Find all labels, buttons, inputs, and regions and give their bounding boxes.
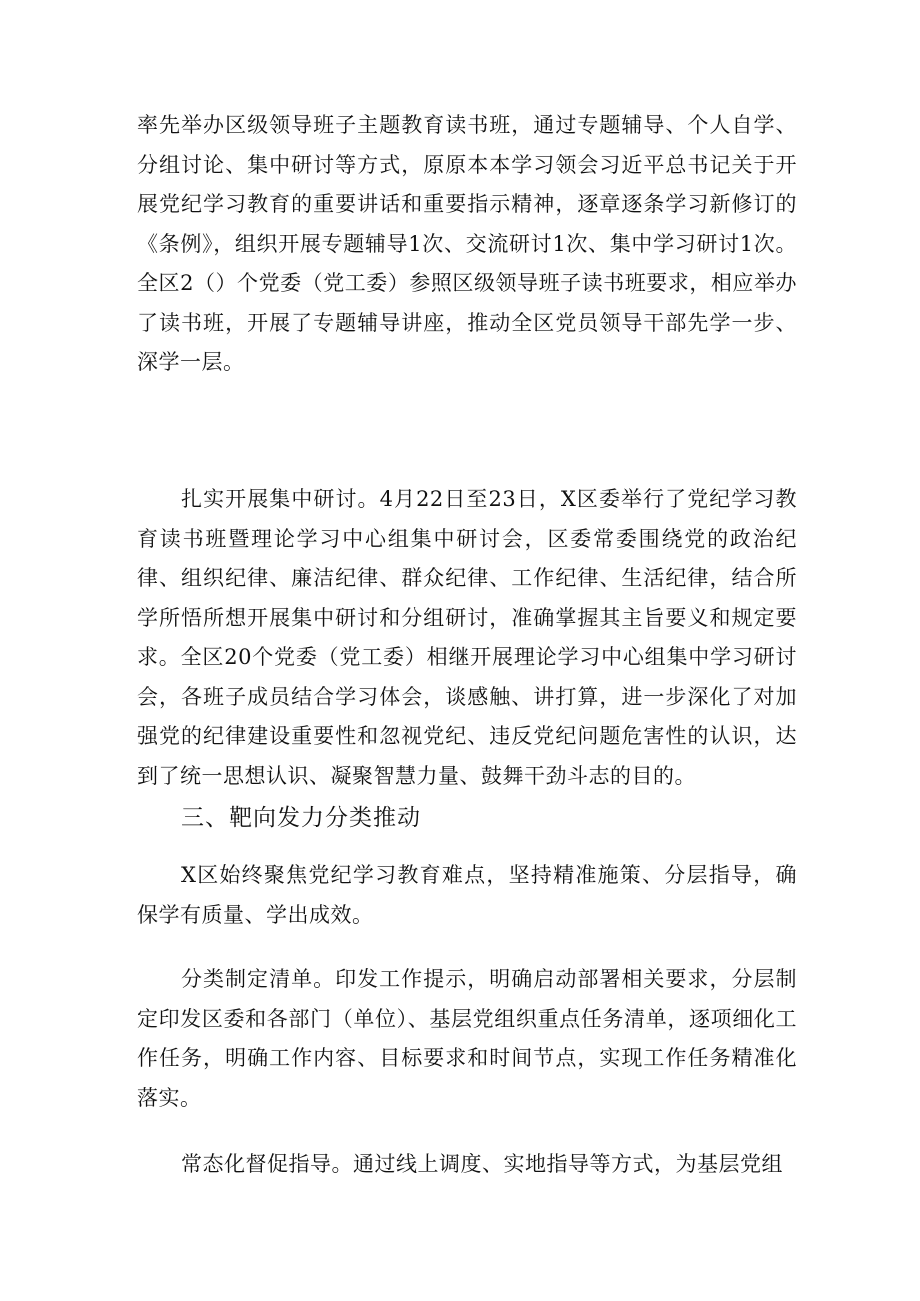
paragraph-centralized-discussion: 扎实开展集中研讨。4月22日至23日，X区委举行了党纪学习教育读书班暨理论学习中心组集中研讨会，区委常委围绕党的政治纪律、组织纪律、廉洁纪律、群众纪律、工作纪律、生活纪律，结合所学所悟所想开展集中研讨和分组研讨，准确掌握其主旨要义和规定要求。全区20个党委（党工委）相继开展理论学习中心组集中学习研讨会，各班子成员结合学习体会，谈感触、讲打算，进一步深化了对加强党的纪律建设重要性和忽视党纪、违反党纪问题危害性的认识，达到了统一思想认识、凝聚智慧力量、鼓舞干劲斗志的目的。	[137, 487, 797, 788]
paragraph-section-intro: X区始终聚焦党纪学习教育难点，坚持精准施策、分层指导，确保学有质量、学出成效。	[137, 863, 797, 927]
section-heading: 三、靶向发力分类推动	[181, 805, 421, 831]
paragraph-reading-class: 率先举办区级领导班子主题教育读书班，通过专题辅导、个人自学、分组讨论、集中研讨等方式，原原本本学习领会习近平总书记关于开展党纪学习教育的重要讲话和重要指示精神，逐章逐条学习新修订的《条例》，组织开展专题辅导1次、交流研讨1次、集中学习研讨1次。全区2（）个党委（党工委）参照区级领导班子读书班要求，相应举办了读书班，开展了专题辅导讲座，推动全区党员领导干部先学一步、深学一层。	[137, 113, 797, 374]
paragraph-task-lists: 分类制定清单。印发工作提示，明确启动部署相关要求，分层制定印发区委和各部门（单位）、基层党组织重点任务清单，逐项细化工作任务，明确工作内容、目标要求和时间节点，实现工作任务精准化落实。	[137, 967, 797, 1110]
paragraph-supervision: 常态化督促指导。通过线上调度、实地指导等方式，为基层党组	[181, 1152, 783, 1176]
